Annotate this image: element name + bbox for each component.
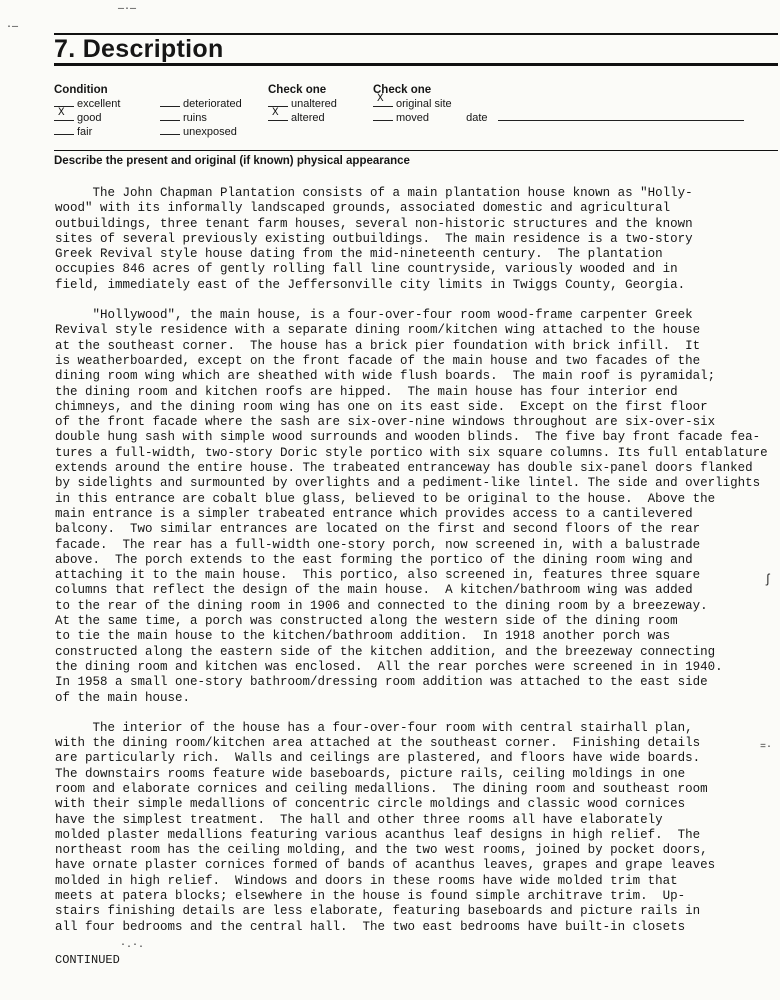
text-line: are particularly rich. Walls and ceilings are plastered, and floors have wide boards. <box>55 751 701 766</box>
text-line: sites of several previously existing outbuildings. The main residence is a two-story <box>55 231 693 246</box>
text-line: wood" with its informally landscaped grounds, associated domestic and agricultural <box>55 201 671 216</box>
site-group <box>373 83 744 125</box>
text-line: meets at patera blocks; elsewhere in the house is found simple architrave trim. Up- <box>55 889 686 904</box>
text-line: At the same time, a porch was constructed along the western side of the dining room <box>55 614 678 629</box>
text-line: room and elaborate cornices and ceiling medallions. The dining room and southeast room <box>55 781 708 796</box>
text-line: tures a full-width, two-story Doric style portico with six square columns. Its full entablature <box>55 445 768 460</box>
text-line: main entrance is a simpler trabeated entrance which provides access to a cantilevered <box>55 506 693 521</box>
text-line: columns that reflect the design of the main house. A kitchen/bathroom wing was added <box>55 583 693 598</box>
text-line: is weatherboarded, except on the front facade of the main house and two facades of the <box>55 353 701 368</box>
text-line: northeast room has the ceiling molding, and the two west rooms, joined by pocket doors, <box>55 843 708 858</box>
text-line: The downstairs rooms feature wide baseboards, picture rails, ceiling moldings in one <box>55 766 686 781</box>
text-line: balcony. Two similar entrances are located on the first and second floors of the rear <box>55 522 701 537</box>
paragraph <box>55 186 775 293</box>
text-line: facade. The rear has a full-width one-story porch, now screened in, with a balustrade <box>55 537 701 552</box>
scan-mark: ·— <box>6 22 19 33</box>
text-line: "Hollywood", the main house, is a four-over-four room wood-frame carpenter Greek <box>55 308 693 323</box>
description-body <box>55 186 775 935</box>
text-line: of the main house. <box>55 690 191 705</box>
text-line: stairs finishing details are less elaborate, featuring baseboards and picture rails in <box>55 904 701 919</box>
text-line: molded in high relief. Windows and doors in these rooms have wide molded trim that <box>55 873 678 888</box>
scan-mark: =· <box>760 742 773 753</box>
text-line: with the dining room/kitchen area attached at the southeast corner. Finishing details <box>55 736 701 751</box>
checkbox-blank[interactable]: X <box>54 112 74 121</box>
text-line: Greek Revival style house dating from the mid-nineteenth century. The plantation <box>55 247 663 262</box>
condition-option-deteriorated[interactable]: deteriorated <box>160 97 242 111</box>
condition-option-fair[interactable]: fair <box>54 125 120 139</box>
site-option-original[interactable]: X original site <box>373 97 744 111</box>
text-line: In 1958 a small one-story bathroom/dressing room addition was attached to the east side <box>55 675 708 690</box>
site-option-moved[interactable]: moved date <box>373 111 744 125</box>
date-field[interactable] <box>498 112 744 121</box>
text-line: of the front facade where the sash are six-over-nine windows throughout are six-over-six <box>55 415 716 430</box>
alteration-header: Check one <box>268 84 327 96</box>
text-line: The interior of the house has a four-over-four room with central stairhall plan, <box>55 720 693 735</box>
text-line: double hung sash with simple wood surrounds and wooden blinds. The five bay front facade fea- <box>55 430 761 445</box>
header-rule-bottom <box>54 63 778 66</box>
checkbox-blank[interactable] <box>373 112 393 121</box>
scan-mark: —·— <box>118 4 137 15</box>
date-label: date <box>466 112 488 124</box>
text-line: at the southeast corner. The house has a brick pier foundation with brick infill. It <box>55 338 701 353</box>
alteration-option-altered[interactable]: X altered <box>268 111 337 125</box>
condition-group-2 <box>160 97 242 139</box>
text-line: chimneys, and the dining room wing has one on its east side. Except on the first floor <box>55 399 708 414</box>
text-line: the dining room and kitchen was enclosed. All the rear porches were screened in in 1940. <box>55 659 723 674</box>
text-line: above. The porch extends to the east forming the portico of the dining room wing and <box>55 552 693 567</box>
continued-label: CONTINUED <box>55 953 120 967</box>
text-line: to tie the main house to the kitchen/bathroom addition. In 1918 another porch was <box>55 629 671 644</box>
site-header: Check one <box>373 84 432 96</box>
text-line: have ornate plaster cornices formed of bands of acanthus leaves, grapes and grape leaves <box>55 858 716 873</box>
checkbox-blank[interactable] <box>160 98 180 107</box>
checkbox-blank[interactable] <box>160 112 180 121</box>
alteration-option-unaltered[interactable]: unaltered <box>268 97 337 111</box>
text-line: occupies 846 acres of gently rolling fall line countryside, variously wooded and in <box>55 262 678 277</box>
checkbox-blank[interactable]: X <box>373 98 393 107</box>
condition-option-good[interactable]: X good <box>54 111 120 125</box>
section-divider <box>54 150 778 151</box>
condition-option-unexposed[interactable]: unexposed <box>160 125 242 139</box>
section-title: 7. Description <box>54 35 224 63</box>
paragraph <box>55 721 775 935</box>
text-line: field, immediately east of the Jeffersonville city limits in Twiggs County, Georgia. <box>55 277 686 292</box>
text-line: in this entrance are cobalt blue glass, believed to be original to the house. Above the <box>55 491 716 506</box>
checkbox-blank[interactable] <box>160 126 180 135</box>
text-line: The John Chapman Plantation consists of a main plantation house known as "Holly- <box>55 186 693 200</box>
condition-option-ruins[interactable]: ruins <box>160 111 242 125</box>
text-line: by sidelights and surmounted by overlights and a pediment-like lintel. The side and overlights <box>55 476 761 491</box>
text-line: outbuildings, three tenant farm houses, several non-historic structures and the known <box>55 216 693 231</box>
text-line: all four bedrooms and the central hall. The two east bedrooms have built-in closets <box>55 919 686 934</box>
checkbox-blank[interactable] <box>54 126 74 135</box>
describe-label: Describe the present and original (if known) physical appearance <box>54 155 410 167</box>
text-line: dining room wing which are sheathed with wide flush boards. The main roof is pyramidal; <box>55 369 716 384</box>
text-line: molded plaster medallions featuring various acanthus leaf designs in high relief. The <box>55 827 701 842</box>
paragraph-gap <box>55 293 775 308</box>
checkbox-blank[interactable]: X <box>268 112 288 121</box>
text-line: extends around the entire house. The trabeated entranceway has double six-panel doors flanked <box>55 461 753 476</box>
condition-option-excellent[interactable]: excellent <box>54 97 120 111</box>
paragraph-gap <box>55 706 775 721</box>
paragraph <box>55 308 775 706</box>
condition-group <box>54 83 120 139</box>
text-line: have the simplest treatment. The hall and other three rooms all have elaborately <box>55 812 663 827</box>
text-line: constructed along the eastern side of the kitchen addition, and the breezeway connecting <box>55 644 716 659</box>
text-line: the dining room and kitchen roofs are hipped. The main house has four interior end <box>55 384 678 399</box>
text-line: with their simple medallions of concentric circle moldings and classic wood cornices <box>55 797 686 812</box>
text-line: to the rear of the dining room in 1906 and connected to the dining room by a breezeway. <box>55 598 708 613</box>
scan-mark: ·.·. <box>120 940 145 951</box>
condition-header: Condition <box>54 84 108 96</box>
text-line: Revival style residence with a separate dining room/kitchen wing attached to the house <box>55 323 701 338</box>
alteration-group <box>268 83 337 125</box>
text-line: attaching it to the main house. This portico, also screened in, features three square <box>55 568 701 583</box>
scan-mark: ʃ <box>764 572 772 587</box>
